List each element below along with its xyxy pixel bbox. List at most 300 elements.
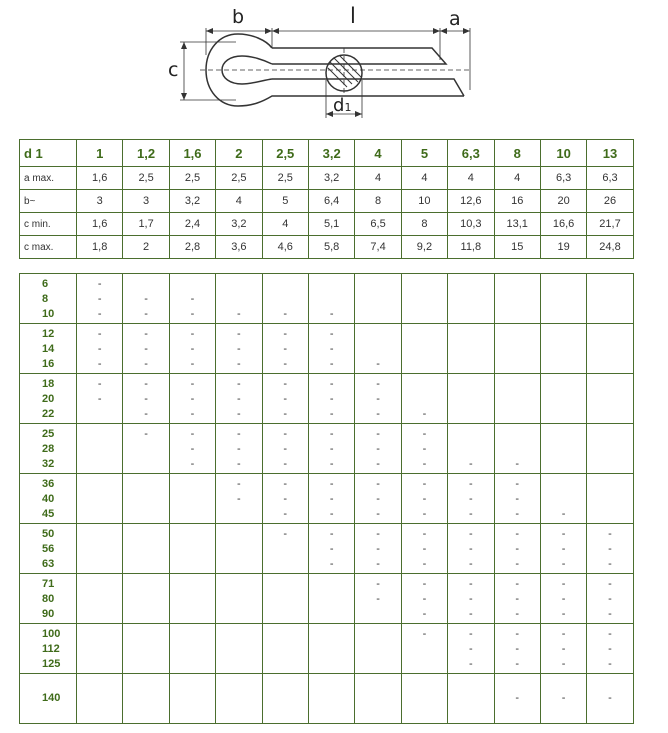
availability-mark	[541, 277, 586, 292]
availability-mark: -	[190, 408, 195, 420]
availability-mark	[123, 457, 168, 472]
availability-mark	[170, 527, 215, 542]
spec-size-header: 6,3	[448, 140, 494, 167]
availability-mark	[402, 327, 447, 342]
availability-mark: -	[97, 393, 102, 405]
spec-cell: 2,5	[169, 167, 215, 190]
availability-mark	[170, 657, 215, 672]
availability-cell	[494, 574, 540, 624]
availability-cell	[262, 274, 308, 324]
spec-cell: 19	[540, 236, 586, 259]
availability-mark	[355, 607, 400, 622]
length-value: 32	[42, 458, 55, 470]
availability-mark: -	[283, 428, 288, 440]
availability-mark	[541, 292, 586, 307]
availability-mark: -	[329, 343, 334, 355]
availability-mark: -	[237, 478, 241, 490]
availability-mark: -	[237, 443, 241, 455]
spec-cell: 4	[448, 167, 494, 190]
availability-mark: -	[561, 692, 566, 704]
spec-cell: 3,2	[216, 213, 262, 236]
availability-cell	[77, 624, 123, 674]
availability-cell	[355, 574, 401, 624]
availability-mark	[123, 627, 168, 642]
availability-cell	[540, 674, 586, 724]
availability-cell	[169, 474, 215, 524]
availability-mark	[541, 392, 586, 407]
availability-cell	[587, 624, 633, 674]
availability-mark	[123, 657, 168, 672]
availability-cell	[262, 574, 308, 624]
spec-cell: 6,3	[587, 167, 633, 190]
availability-mark	[263, 691, 308, 706]
spec-cell: 1,8	[77, 236, 123, 259]
availability-mark	[123, 527, 168, 542]
length-value: 22	[42, 408, 55, 420]
availability-mark	[495, 357, 540, 372]
availability-mark: -	[376, 443, 380, 455]
length-values-cell	[20, 474, 77, 524]
availability-cell	[308, 674, 354, 724]
spec-cell: 16,6	[540, 213, 586, 236]
availability-mark	[448, 377, 493, 392]
availability-cell	[77, 524, 123, 574]
length-value: 6	[42, 278, 49, 290]
availability-mark: -	[376, 358, 380, 370]
availability-cell	[169, 324, 215, 374]
availability-cell	[448, 674, 494, 724]
length-values-cell	[20, 324, 77, 374]
availability-mark: -	[144, 428, 148, 440]
availability-mark	[587, 477, 632, 492]
availability-mark: -	[376, 578, 380, 590]
availability-mark	[77, 527, 122, 542]
availability-mark	[77, 477, 122, 492]
availability-mark: -	[190, 308, 195, 320]
availability-mark: -	[422, 608, 427, 620]
availability-mark: -	[283, 328, 288, 340]
availability-cell	[262, 674, 308, 724]
availability-cell	[355, 274, 401, 324]
availability-mark: -	[144, 358, 148, 370]
availability-mark	[402, 357, 447, 372]
availability-cell	[401, 624, 447, 674]
availability-mark: -	[515, 528, 520, 540]
availability-mark: -	[376, 428, 380, 440]
length-value: 140	[42, 692, 61, 704]
availability-cell	[540, 424, 586, 474]
availability-mark: -	[422, 543, 427, 555]
spec-cell: 4	[401, 167, 447, 190]
length-values-cell	[20, 574, 77, 624]
availability-mark: -	[144, 308, 148, 320]
availability-mark	[170, 277, 215, 292]
availability-cell	[401, 424, 447, 474]
availability-mark: -	[237, 378, 241, 390]
availability-mark: -	[515, 543, 520, 555]
availability-mark: -	[561, 658, 566, 670]
availability-mark: -	[190, 358, 195, 370]
length-values-cell	[20, 524, 77, 574]
availability-cell	[308, 624, 354, 674]
availability-cell	[216, 674, 262, 724]
availability-cell	[401, 274, 447, 324]
availability-cell	[587, 574, 633, 624]
availability-mark	[123, 607, 168, 622]
availability-cell	[401, 374, 447, 424]
availability-mark: -	[515, 493, 520, 505]
availability-mark	[309, 642, 354, 657]
availability-mark: -	[422, 493, 427, 505]
spec-cell: 20	[540, 190, 586, 213]
dimension-label-d-subscript: 1	[344, 101, 352, 114]
availability-mark: -	[329, 378, 334, 390]
length-value: 50	[42, 528, 55, 540]
availability-mark: -	[422, 628, 427, 640]
availability-mark: -	[329, 328, 334, 340]
availability-mark: -	[468, 643, 473, 655]
availability-cell	[216, 624, 262, 674]
availability-cell	[540, 474, 586, 524]
availability-mark: -	[515, 658, 520, 670]
availability-cell	[216, 474, 262, 524]
availability-mark	[77, 691, 122, 706]
length-value: 12	[42, 328, 55, 340]
availability-mark	[309, 577, 354, 592]
availability-mark	[77, 407, 122, 422]
availability-mark: -	[422, 528, 427, 540]
availability-mark: -	[329, 358, 334, 370]
availability-cell	[123, 274, 169, 324]
availability-mark	[216, 657, 261, 672]
availability-mark: -	[329, 558, 334, 570]
availability-mark	[170, 642, 215, 657]
availability-cell	[262, 374, 308, 424]
availability-mark	[263, 642, 308, 657]
length-value: 20	[42, 393, 55, 405]
availability-mark: -	[468, 608, 473, 620]
availability-mark	[170, 592, 215, 607]
availability-cell	[169, 674, 215, 724]
availability-mark: -	[608, 578, 612, 590]
spec-cell: 9,2	[401, 236, 447, 259]
spec-size-header: 2	[216, 140, 262, 167]
availability-mark	[587, 342, 632, 357]
length-value: 8	[42, 293, 49, 305]
availability-cell	[540, 524, 586, 574]
availability-mark	[123, 277, 168, 292]
availability-mark	[587, 277, 632, 292]
availability-mark: -	[144, 293, 148, 305]
availability-mark	[495, 292, 540, 307]
availability-mark	[541, 427, 586, 442]
availability-mark	[216, 277, 261, 292]
length-value: 45	[42, 508, 55, 520]
length-group-row	[20, 474, 634, 524]
availability-mark: -	[97, 308, 102, 320]
spec-row-label: c min.	[20, 213, 77, 236]
spec-size-header: 1,2	[123, 140, 169, 167]
availability-mark	[216, 542, 261, 557]
availability-cell	[216, 424, 262, 474]
availability-mark	[541, 357, 586, 372]
availability-mark	[355, 342, 400, 357]
availability-cell	[448, 574, 494, 624]
dimension-label-a: a	[449, 8, 461, 30]
availability-mark: -	[237, 358, 241, 370]
availability-mark	[309, 691, 354, 706]
length-group-row	[20, 324, 634, 374]
length-values-cell	[20, 374, 77, 424]
spec-cell: 6,3	[540, 167, 586, 190]
availability-mark: -	[468, 593, 473, 605]
availability-mark: -	[97, 278, 102, 290]
availability-cell	[262, 524, 308, 574]
availability-mark	[355, 327, 400, 342]
availability-mark: -	[468, 543, 473, 555]
availability-mark: -	[608, 628, 612, 640]
availability-mark	[448, 392, 493, 407]
availability-mark	[263, 557, 308, 572]
availability-mark	[587, 507, 632, 522]
availability-cell	[123, 324, 169, 374]
availability-mark	[309, 292, 354, 307]
availability-mark	[402, 392, 447, 407]
availability-cell	[401, 524, 447, 574]
availability-mark	[123, 542, 168, 557]
availability-mark	[541, 327, 586, 342]
availability-mark	[495, 277, 540, 292]
availability-mark: -	[422, 508, 427, 520]
availability-mark	[541, 342, 586, 357]
availability-mark: -	[561, 608, 566, 620]
length-values-cell	[20, 624, 77, 674]
availability-mark: -	[144, 408, 148, 420]
availability-cell	[355, 524, 401, 574]
length-value: 14	[42, 343, 55, 355]
availability-cell	[355, 674, 401, 724]
spec-cell: 1,6	[77, 167, 123, 190]
availability-mark: -	[329, 408, 334, 420]
availability-mark	[77, 457, 122, 472]
spec-cell: 21,7	[587, 213, 633, 236]
availability-cell	[123, 374, 169, 424]
availability-mark	[448, 342, 493, 357]
availability-mark	[587, 377, 632, 392]
availability-mark: -	[237, 493, 241, 505]
availability-mark: -	[144, 328, 148, 340]
availability-cell	[77, 274, 123, 324]
availability-mark	[448, 277, 493, 292]
availability-mark: -	[561, 643, 566, 655]
availability-cell	[216, 574, 262, 624]
availability-mark	[263, 277, 308, 292]
availability-mark: -	[283, 508, 288, 520]
availability-mark: -	[144, 343, 148, 355]
spec-cell: 10,3	[448, 213, 494, 236]
availability-mark: -	[376, 528, 380, 540]
spec-cell: 4	[355, 167, 401, 190]
spec-cell: 3	[123, 190, 169, 213]
lengths-table	[19, 273, 634, 724]
availability-mark	[448, 307, 493, 322]
availability-mark: -	[237, 308, 241, 320]
availability-mark: -	[376, 508, 380, 520]
availability-mark	[495, 327, 540, 342]
availability-cell	[308, 474, 354, 524]
spec-row	[20, 167, 634, 190]
availability-mark: -	[283, 393, 288, 405]
availability-mark	[495, 442, 540, 457]
availability-mark	[355, 627, 400, 642]
availability-cell	[308, 524, 354, 574]
availability-mark	[123, 592, 168, 607]
availability-mark: -	[608, 692, 612, 704]
length-group-row	[20, 524, 634, 574]
availability-mark	[216, 607, 261, 622]
availability-mark	[123, 507, 168, 522]
spec-row-label: b~	[20, 190, 77, 213]
length-value: 112	[42, 643, 60, 655]
length-group-row	[20, 624, 634, 674]
availability-cell	[401, 674, 447, 724]
length-value: 125	[42, 658, 61, 670]
availability-mark: -	[422, 408, 427, 420]
availability-cell	[169, 274, 215, 324]
spec-row	[20, 190, 634, 213]
availability-mark: -	[237, 428, 241, 440]
availability-mark: -	[283, 458, 288, 470]
availability-mark: -	[190, 328, 195, 340]
availability-cell	[308, 274, 354, 324]
availability-mark: -	[376, 458, 380, 470]
length-value: 18	[42, 378, 55, 390]
availability-mark: -	[237, 328, 241, 340]
availability-mark	[263, 292, 308, 307]
spec-header-row	[20, 140, 634, 167]
availability-mark	[587, 292, 632, 307]
length-value: 16	[42, 358, 55, 370]
availability-mark: -	[283, 308, 288, 320]
availability-cell	[540, 574, 586, 624]
availability-mark	[309, 657, 354, 672]
availability-mark: -	[190, 443, 195, 455]
availability-cell	[355, 324, 401, 374]
availability-mark	[448, 292, 493, 307]
availability-mark: -	[561, 508, 566, 520]
availability-mark: -	[329, 308, 334, 320]
availability-mark	[495, 427, 540, 442]
availability-mark	[402, 377, 447, 392]
availability-mark: -	[561, 543, 566, 555]
availability-mark	[216, 292, 261, 307]
availability-mark: -	[190, 293, 195, 305]
availability-mark	[123, 492, 168, 507]
spec-cell: 11,8	[448, 236, 494, 259]
availability-cell	[494, 674, 540, 724]
availability-mark	[309, 277, 354, 292]
availability-mark	[263, 592, 308, 607]
availability-mark	[587, 492, 632, 507]
availability-mark	[123, 477, 168, 492]
availability-cell	[587, 674, 633, 724]
spec-cell: 16	[494, 190, 540, 213]
availability-cell	[401, 474, 447, 524]
availability-mark	[123, 691, 168, 706]
spec-cell: 2	[123, 236, 169, 259]
availability-cell	[216, 324, 262, 374]
availability-cell	[448, 624, 494, 674]
availability-cell	[494, 474, 540, 524]
dimension-label-d1	[333, 95, 351, 116]
availability-mark: -	[515, 558, 520, 570]
spec-cell: 5,1	[308, 213, 354, 236]
availability-mark: -	[515, 578, 520, 590]
availability-mark: -	[422, 558, 427, 570]
availability-cell	[77, 324, 123, 374]
availability-mark	[541, 307, 586, 322]
length-value: 90	[42, 608, 55, 620]
availability-mark	[587, 407, 632, 422]
availability-mark	[495, 307, 540, 322]
spec-header-label: d 1	[20, 140, 77, 167]
availability-cell	[308, 574, 354, 624]
availability-mark	[77, 492, 122, 507]
availability-mark: -	[561, 558, 566, 570]
availability-cell	[494, 374, 540, 424]
availability-mark: -	[237, 458, 241, 470]
spec-cell: 3,2	[169, 190, 215, 213]
spec-cell: 6,5	[355, 213, 401, 236]
availability-mark	[541, 492, 586, 507]
availability-mark	[216, 577, 261, 592]
spec-row	[20, 236, 634, 259]
availability-mark	[587, 457, 632, 472]
availability-mark: -	[422, 578, 427, 590]
availability-cell	[355, 424, 401, 474]
availability-mark	[77, 642, 122, 657]
availability-mark: -	[329, 493, 334, 505]
availability-mark	[402, 277, 447, 292]
availability-mark: -	[515, 628, 520, 640]
availability-mark	[355, 691, 400, 706]
availability-mark	[355, 657, 400, 672]
availability-cell	[494, 274, 540, 324]
availability-mark: -	[376, 478, 380, 490]
availability-mark: -	[608, 593, 612, 605]
length-value: 10	[42, 308, 55, 320]
availability-mark: -	[468, 508, 473, 520]
availability-mark: -	[608, 658, 612, 670]
availability-mark	[495, 377, 540, 392]
availability-mark: -	[376, 378, 380, 390]
availability-mark: -	[329, 458, 334, 470]
availability-mark: -	[283, 478, 288, 490]
spec-size-header: 10	[540, 140, 586, 167]
availability-mark	[495, 342, 540, 357]
availability-mark: -	[515, 608, 520, 620]
spec-cell: 1,7	[123, 213, 169, 236]
availability-mark	[309, 627, 354, 642]
availability-mark	[216, 527, 261, 542]
availability-mark: -	[515, 458, 520, 470]
spec-cell: 6,4	[308, 190, 354, 213]
availability-mark: -	[329, 393, 334, 405]
availability-mark: -	[515, 508, 520, 520]
availability-mark: -	[608, 608, 612, 620]
availability-cell	[77, 424, 123, 474]
availability-cell	[216, 524, 262, 574]
